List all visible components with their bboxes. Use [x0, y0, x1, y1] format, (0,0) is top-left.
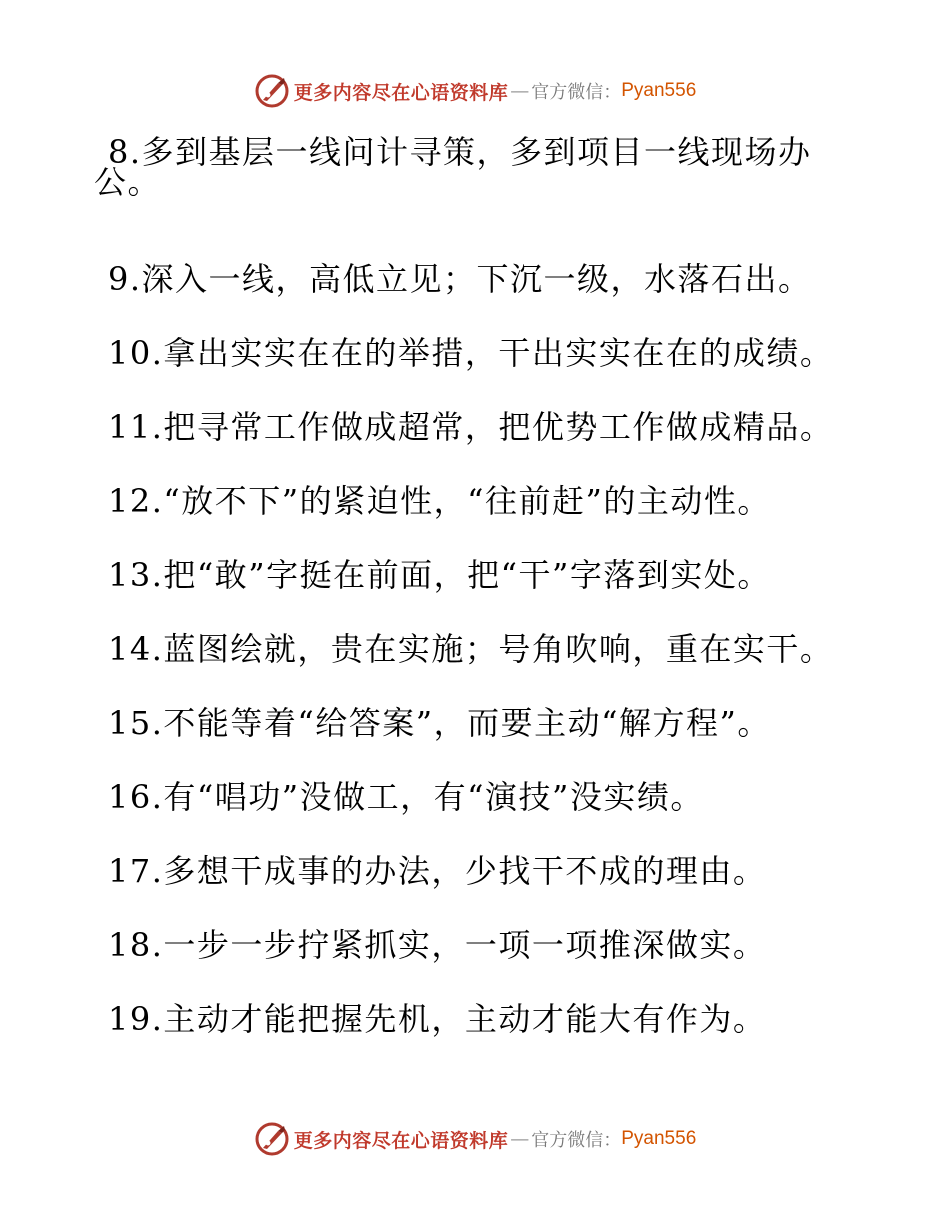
header-banner [0, 71, 950, 111]
banner-separator: — [510, 1128, 530, 1150]
list-item: 15.不能等着“给答案”，而要主动“解方程”。 [108, 704, 771, 742]
quill-pen-logo-icon [254, 73, 290, 109]
footer-banner [0, 1119, 950, 1159]
wechat-label: 官方微信： [531, 1130, 622, 1151]
list-item: 8.多到基层一线问计寻策，多到项目一线现场办 [108, 133, 812, 171]
list-item: 12.“放不下”的紧迫性，“往前赶”的主动性。 [108, 482, 771, 520]
list-item: 16.有“唱功”没做工，有“演技”没实绩。 [108, 778, 704, 816]
banner-text: 更多内容尽在心语资料库 [293, 81, 509, 104]
list-item: 11.把寻常工作做成超常，把优势工作做成精品。 [108, 408, 834, 446]
wechat-account: Pyan556 [621, 80, 697, 101]
list-item: 17.多想干成事的办法，少找干不成的理由。 [108, 852, 767, 890]
quill-pen-logo-icon [254, 1121, 290, 1157]
list-item: 19.主动才能把握先机，主动才能大有作为。 [108, 1000, 767, 1038]
list-item: 10.拿出实实在在的举措，干出实实在在的成绩。 [108, 334, 834, 372]
list-item: 9.深入一线，高低立见；下沉一级，水落石出。 [108, 260, 812, 298]
wechat-account: Pyan556 [621, 1128, 697, 1149]
banner-text: 更多内容尽在心语资料库 [293, 1129, 509, 1152]
list-item: 18.一步一步拧紧抓实，一项一项推深做实。 [108, 926, 767, 964]
banner-separator: — [510, 80, 530, 102]
list-item: 14.蓝图绘就，贵在实施；号角吹响，重在实干。 [108, 630, 834, 668]
list-item: 13.把“敢”字挺在前面，把“干”字落到实处。 [108, 556, 771, 594]
list-item-continuation: 公。 [94, 163, 162, 201]
wechat-label: 官方微信： [531, 82, 622, 103]
